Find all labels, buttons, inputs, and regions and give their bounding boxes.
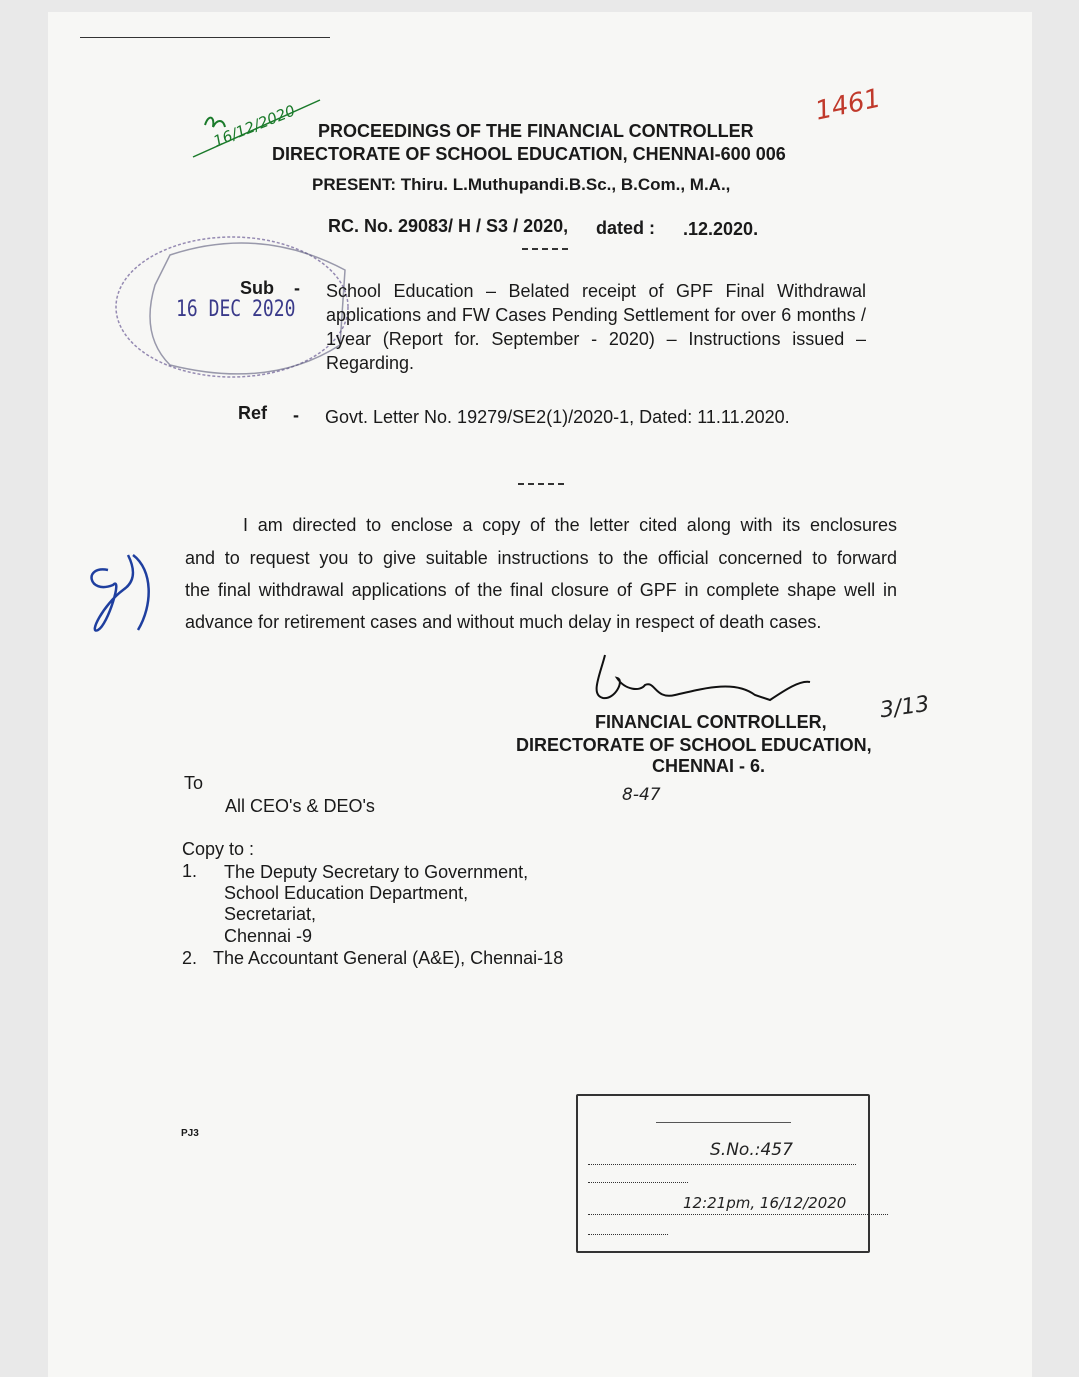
dated-value: .12.2020.	[683, 219, 759, 239]
copy-item-2-text: The Accountant General (A&E), Chennai-18	[213, 948, 564, 968]
stamp-header-line	[656, 1112, 791, 1123]
footer-initials: PJ3	[181, 1128, 199, 1139]
stamp-serial-number: S.No.:457	[710, 1140, 793, 1160]
signatory-line-1: FINANCIAL CONTROLLER,	[595, 712, 827, 732]
copy-to-label: Copy to :	[182, 839, 255, 859]
body-line-3: the final withdrawal applications of the final closure of GPF in complete shape well in	[185, 580, 897, 600]
handwritten-date-text: 16/12/2020	[210, 101, 298, 151]
stamp-row-2	[588, 1170, 688, 1183]
body-divider	[518, 483, 564, 485]
copy-item-1-line-2: School Education Department,	[224, 883, 469, 903]
rc-number: RC. No. 29083/ H / S3 / 2020,	[328, 216, 569, 236]
header-divider	[522, 248, 568, 250]
to-recipient: All CEO's & DEO's	[225, 796, 375, 816]
to-label: To	[184, 773, 204, 793]
copy-item-1-line-3: Secretariat,	[224, 904, 317, 924]
signature	[585, 650, 820, 715]
body-line-2: and to request you to give suitable instructions to the official concerned to forward	[185, 548, 897, 568]
received-stamp-date: 16 DEC 2020	[176, 297, 296, 322]
handwritten-below-signature: 8-47	[622, 785, 661, 805]
top-rule	[80, 37, 330, 38]
copy-item-2-number: 2.	[182, 948, 198, 968]
received-stamp	[110, 225, 355, 390]
body-line-1: I am directed to enclose a copy of the letter cited along with its enclosures	[243, 515, 897, 535]
signatory-line-2: DIRECTORATE OF SCHOOL EDUCATION,	[516, 735, 872, 755]
copy-item-1-line-4: Chennai -9	[224, 926, 313, 946]
subject-label: Sub	[240, 278, 274, 298]
dated-label: dated :	[596, 218, 656, 238]
handwritten-file-number: 1461	[812, 83, 884, 127]
subject-text: School Education – Belated receipt of GPF Final Withdrawal applications and FW Cases Pending Settlement for over 6 months / 1year (Report for. September - 2020) – Instructions issued – Regarding.	[326, 281, 866, 373]
present-line: PRESENT: Thiru. L.Muthupandi.B.Sc., B.Com., M.A.,	[312, 175, 731, 194]
stamp-row-4	[588, 1222, 668, 1235]
copy-item-1-number: 1.	[182, 861, 198, 881]
signatory-line-3: CHENNAI - 6.	[652, 756, 766, 776]
subject-separator: -	[294, 278, 300, 298]
register-stamp	[576, 1094, 870, 1253]
reference-label: Ref	[238, 403, 268, 423]
header-line-1: PROCEEDINGS OF THE FINANCIAL CONTROLLER	[318, 121, 754, 141]
signature-page-mark: 3/13	[878, 691, 931, 724]
header-line-2: DIRECTORATE OF SCHOOL EDUCATION, CHENNAI-600 006	[272, 144, 786, 164]
margin-initials	[78, 545, 168, 650]
copy-item-1-line-1: The Deputy Secretary to Government,	[224, 862, 529, 882]
stamp-time-date: 12:21pm, 16/12/2020	[683, 1194, 847, 1212]
reference-text: Govt. Letter No. 19279/SE2(1)/2020-1, Dated: 11.11.2020.	[325, 407, 790, 427]
reference-separator: -	[293, 405, 299, 425]
body-line-4: advance for retirement cases and without much delay in respect of death cases.	[185, 612, 822, 632]
